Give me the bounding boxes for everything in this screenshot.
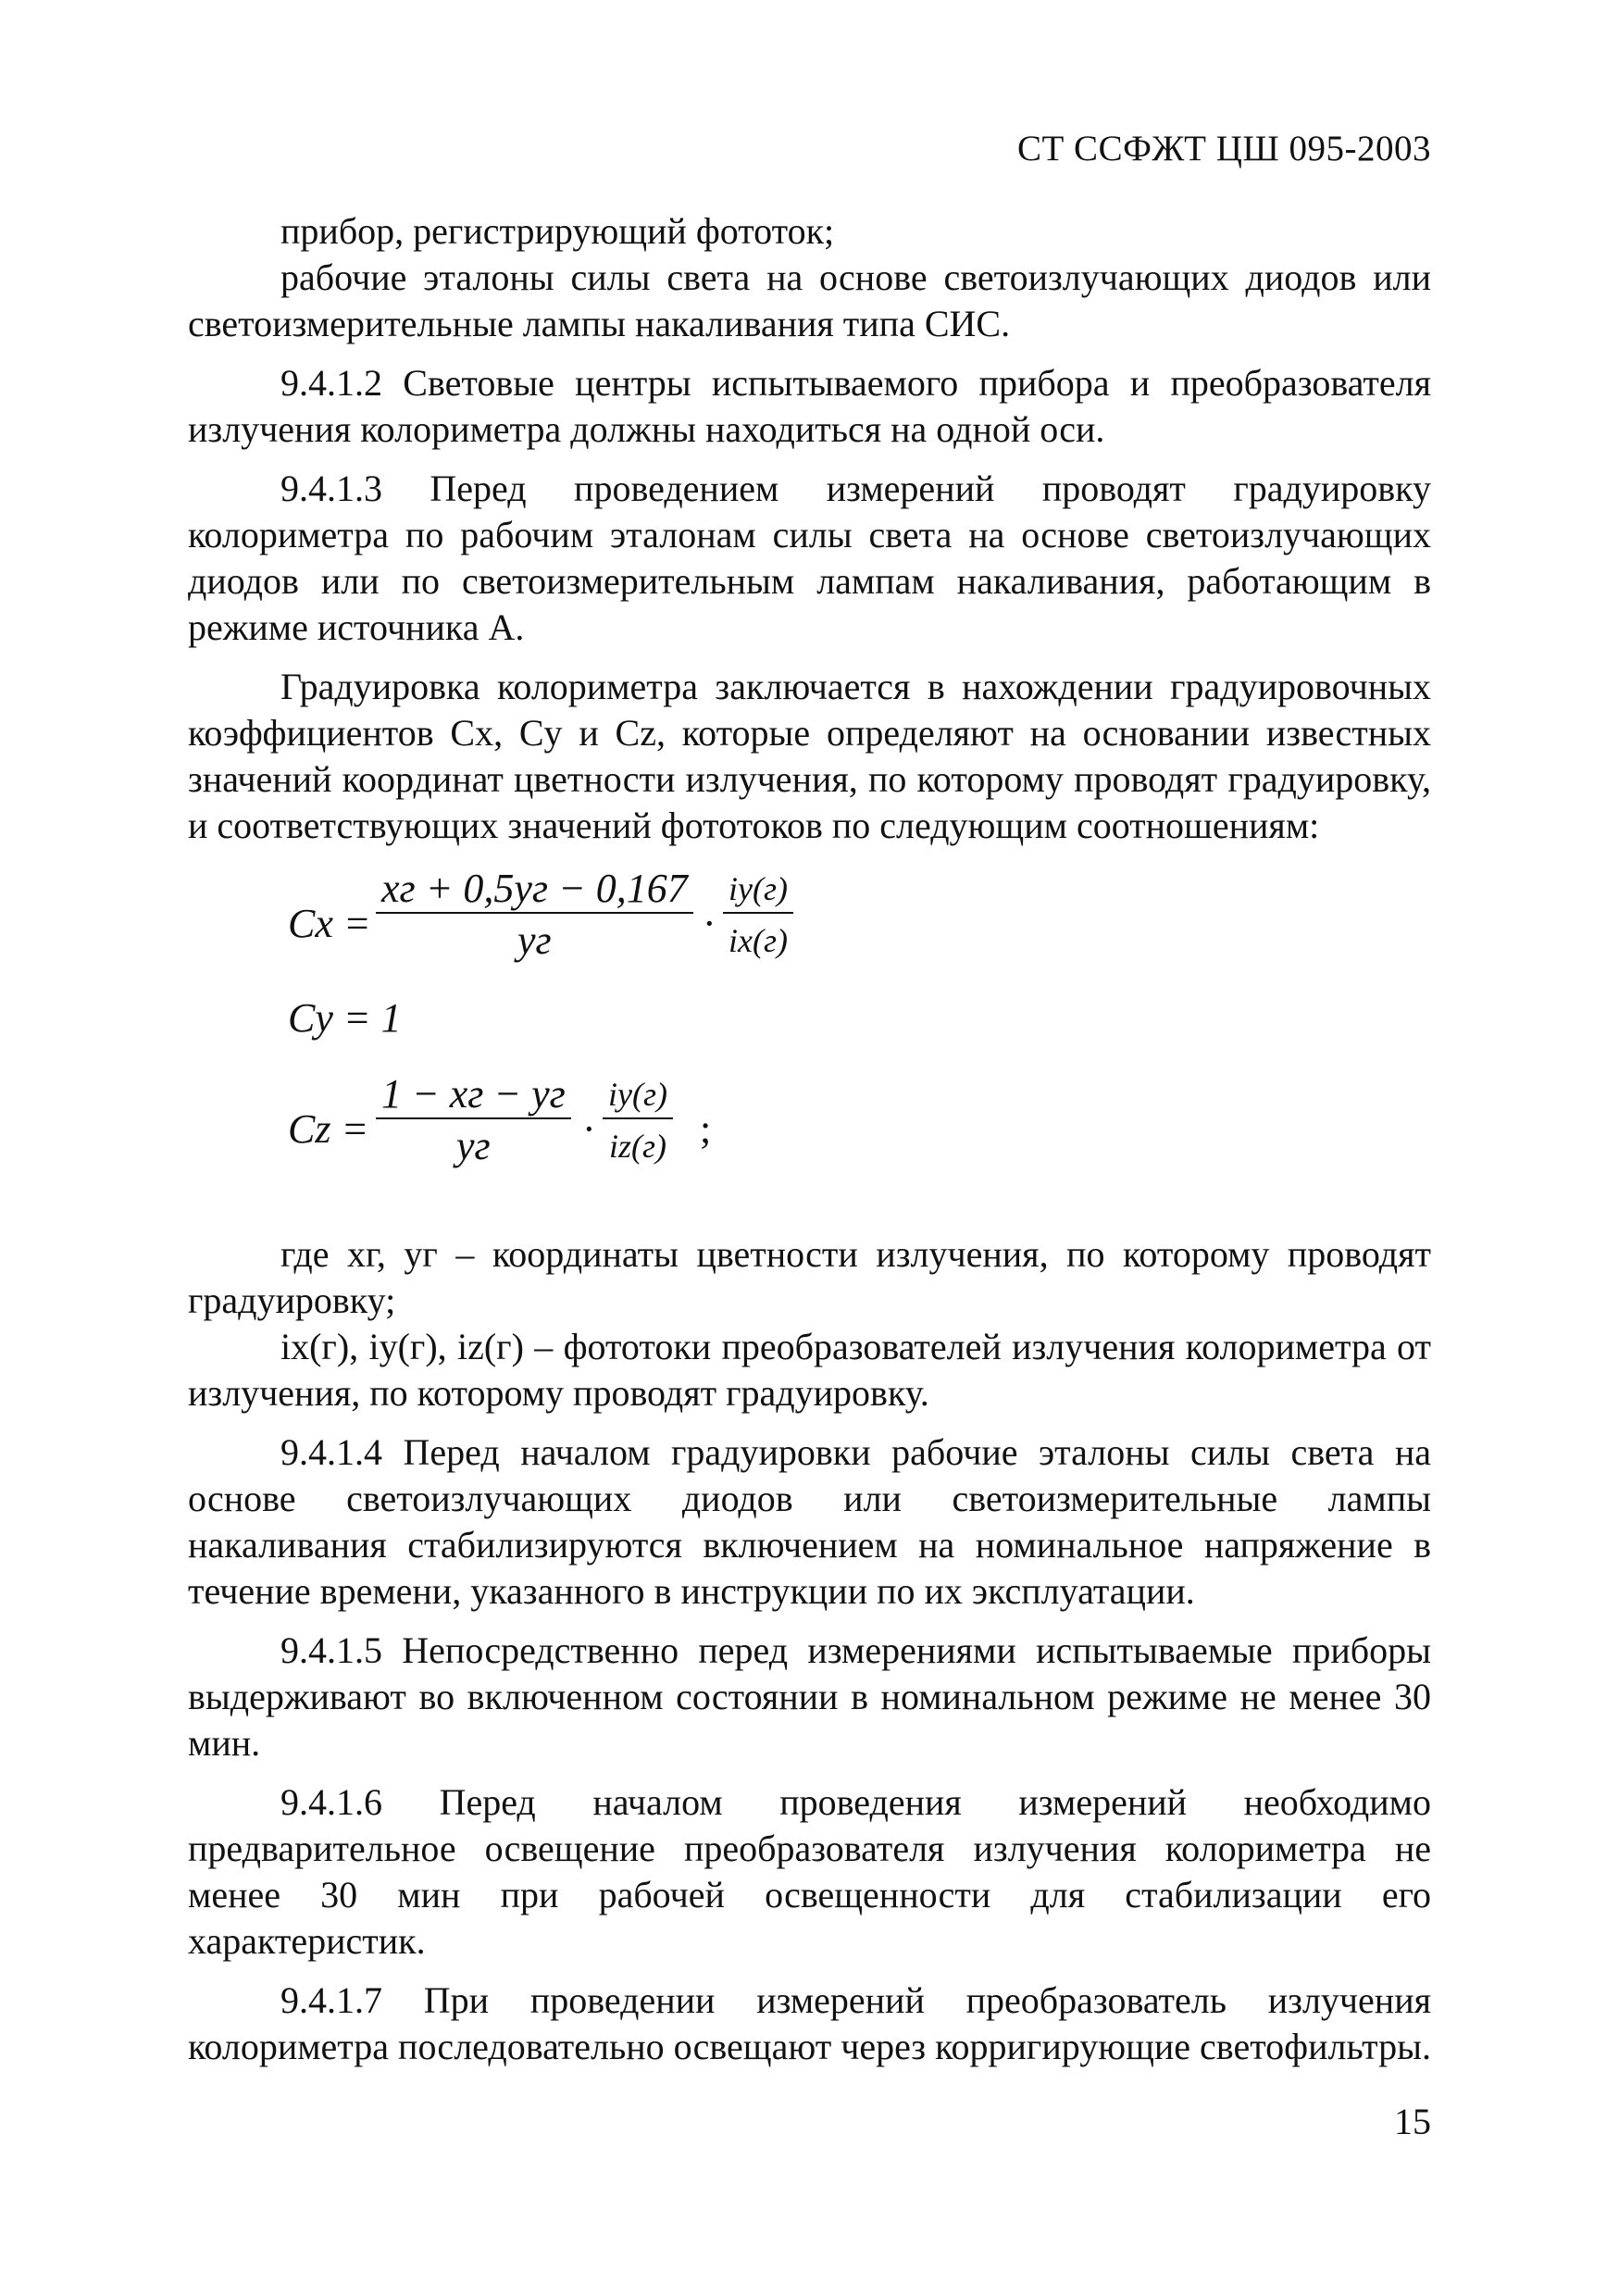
paragraph-9-4-1-6: 9.4.1.6 Перед началом проведения измерений необходимо предварительное освещение преобразователя излучения колориметра не менее 30 мин при рабочей освещенности для стабилизации его характеристик. [188,1781,1431,1962]
paragraph-9-4-1-7: 9.4.1.7 При проведении измерений преобразователь излучения колориметра последовательно освещают через корригирующие светофильтры. [188,1979,1432,2067]
paragraph-9-4-1-2: 9.4.1.2 Световые центры испытываемого прибора и преобразователя излучения колориметра должны находиться на одной оси. [188,362,1431,450]
formula-cz-semicolon: ; [700,1106,712,1152]
formula-cz-ratio-denominator: iz(г) [603,1117,673,1169]
formula-cx-ratio-numerator: iy(г) [729,870,789,907]
document-code-header: СТ ССФЖТ ЦШ 095-2003 [1016,129,1431,168]
legend-coordinates: где xг, yг – координаты цветности излучения, по которому проводят градуировку; [188,1233,1431,1321]
legend-photocurrents: ix(г), iy(г), iz(г) – фототоки преобразователей излучения колориметра от излучения, по которому проводят градуировку. [188,1326,1431,1414]
paragraph-9-4-1-5: 9.4.1.5 Непосредственно перед измерениями испытываемые приборы выдерживают во включенном состоянии в номинальном режиме не менее 30 мин. [188,1629,1431,1764]
paragraph-calibration: Градуировка колориметра заключается в нахождении градуировочных коэффициентов Cx, Cy и Cz, которые определяют на основании известных значений координат цветности излучения, по которому проводят градуировку, и соответствующих значений фототоков по следующим соотношениям: [188,666,1431,846]
formula-cx-ratio-denominator: ix(г) [723,912,793,964]
paragraph-item-device: прибор, регистрирующий фототок; [280,210,835,252]
formula-cx-denominator: yг [376,912,693,964]
paragraph-item-standards: рабочие эталоны силы света на основе светоизлучающих диодов или светоизмерительные лампы накаливания типа СИС. [188,256,1431,344]
formula-cz-denominator: yг [376,1117,571,1169]
formula-cx-ratio [723,866,793,964]
formula-cx-dot: · [703,901,716,946]
formula-cz-ratio-numerator: iy(г) [608,1076,668,1113]
formula-cx-numerator: xг + 0,5yг − 0,167 [381,866,688,911]
formula-cz-numerator: 1 − xг − yг [381,1071,566,1117]
calibration-formulas [188,866,1431,1231]
formula-legend [188,1231,1431,1416]
page-number: 15 [1394,2101,1431,2142]
formula-cx-fraction [376,866,693,964]
document-body [188,208,1431,2070]
formula-cz-lhs: Cz = [288,1106,369,1152]
formula-cx-lhs: Cx = [288,901,371,946]
paragraph-9-4-1-3: 9.4.1.3 Перед проведением измерений проводят градуировку колориметра по рабочим эталонам силы света на основе светоизлучающих диодов или по светоизмерительным лампам накаливания, работающим в режиме источника А. [188,468,1431,648]
formula-cz-fraction [376,1071,571,1169]
formula-cz-dot: · [582,1106,596,1152]
paragraph-9-4-1-4: 9.4.1.4 Перед началом градуировки рабочие эталоны силы света на основе светоизлучающих диодов или светоизмерительные лампы накаливания стабилизируются включением на номинальное напряжение в течение времени, указанного в инструкции по их эксплуатации. [188,1431,1431,1612]
formula-cy-text: Cy = 1 [288,995,402,1041]
formula-cz-ratio [603,1071,673,1169]
